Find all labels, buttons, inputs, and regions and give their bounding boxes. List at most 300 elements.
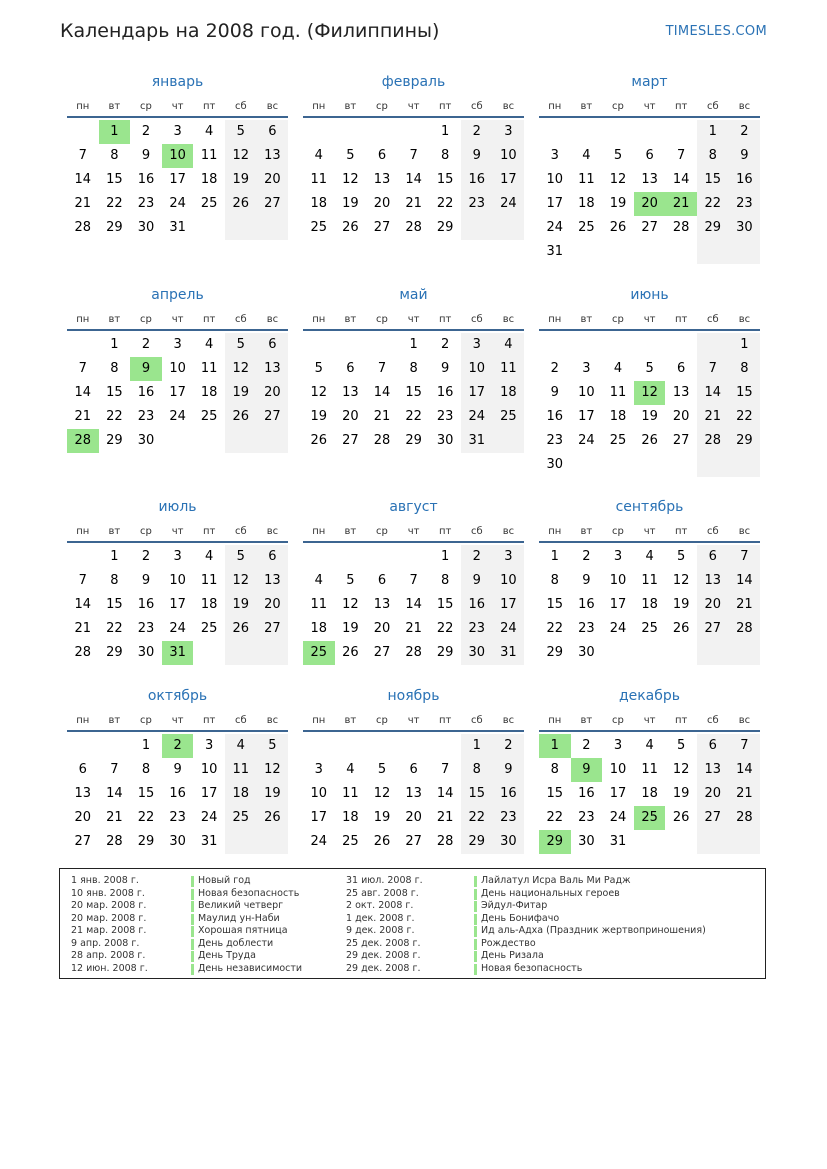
day-cell: 3 xyxy=(550,148,559,163)
day-cell: 16 xyxy=(137,385,155,400)
day-cell: 19 xyxy=(641,409,658,424)
weekday-header: пн xyxy=(548,526,562,537)
day-cell: 29 xyxy=(697,216,729,240)
day-cell: 22 xyxy=(546,810,564,825)
weekday-header: вс xyxy=(738,526,751,537)
day-cell: 6 xyxy=(257,120,289,144)
day-cell: 31 xyxy=(546,244,564,259)
day-cell: 25 xyxy=(303,641,335,665)
day-cell: 15 xyxy=(697,168,729,192)
day-cell: 11 xyxy=(310,172,328,187)
empty-weekend-cell xyxy=(225,641,257,665)
day-cell: 3 xyxy=(613,549,623,564)
day-cell: 10 xyxy=(609,762,627,777)
month-divider xyxy=(539,329,760,331)
day-cell: 9 xyxy=(571,758,603,782)
weekday-header: пт xyxy=(439,314,452,325)
day-cell: 12 xyxy=(342,172,359,187)
day-cell: 6 xyxy=(697,545,729,569)
month-name: октябрь xyxy=(147,688,208,704)
day-cell: 26 xyxy=(609,220,627,235)
day-cell: 25 xyxy=(609,433,627,448)
weekday-header: вт xyxy=(580,314,593,325)
day-cell: 24 xyxy=(461,405,493,429)
day-cell: 9 xyxy=(141,573,151,588)
day-cell: 24 xyxy=(169,621,186,636)
day-cell: 22 xyxy=(436,621,454,636)
legend-holiday-name: День независимости xyxy=(191,963,302,976)
weekday-header: вс xyxy=(502,101,515,112)
day-cell: 24 xyxy=(493,617,525,641)
day-cell: 19 xyxy=(310,409,328,424)
day-cell: 21 xyxy=(729,593,761,617)
day-cell: 2 xyxy=(141,549,151,564)
weekday-header: пт xyxy=(675,314,688,325)
day-cell: 8 xyxy=(409,361,418,376)
day-cell: 12 xyxy=(672,762,690,777)
day-cell: 9 xyxy=(461,144,493,168)
weekday-header: чт xyxy=(643,314,656,325)
day-cell: 27 xyxy=(257,617,289,641)
day-cell: 9 xyxy=(141,148,151,163)
day-cell: 15 xyxy=(405,385,422,400)
day-cell: 11 xyxy=(200,361,218,376)
month-name: апрель xyxy=(151,287,204,303)
day-cell: 1 xyxy=(550,549,559,564)
day-cell: 11 xyxy=(342,786,359,801)
empty-weekend-cell xyxy=(257,216,289,240)
day-cell: 30 xyxy=(578,834,595,849)
empty-weekend-cell xyxy=(493,216,525,240)
day-cell: 22 xyxy=(697,192,729,216)
month-name: июль xyxy=(158,499,197,515)
day-cell: 7 xyxy=(110,762,119,777)
legend-holiday-name: Эйдул-Фитар xyxy=(474,900,547,913)
weekday-header: пн xyxy=(76,101,90,112)
day-cell: 6 xyxy=(346,361,355,376)
day-cell: 9 xyxy=(582,573,591,588)
day-cell: 17 xyxy=(493,593,525,617)
month-name: декабрь xyxy=(618,688,681,704)
day-cell: 18 xyxy=(641,786,658,801)
day-cell: 27 xyxy=(697,617,729,641)
weekday-header: вт xyxy=(580,526,593,537)
day-cell: 5 xyxy=(677,738,686,753)
day-cell: 20 xyxy=(257,168,289,192)
day-cell: 29 xyxy=(436,220,454,235)
weekday-header: пт xyxy=(203,526,216,537)
day-cell: 12 xyxy=(225,569,257,593)
legend-holiday-name: Рождество xyxy=(474,938,536,951)
day-cell: 23 xyxy=(137,196,155,211)
day-cell: 2 xyxy=(141,124,151,139)
day-cell: 22 xyxy=(106,196,123,211)
day-cell: 14 xyxy=(373,385,391,400)
day-cell: 5 xyxy=(677,549,686,564)
weekday-header: чт xyxy=(171,526,184,537)
day-cell: 9 xyxy=(441,361,450,376)
empty-weekend-cell xyxy=(461,216,493,240)
day-cell: 7 xyxy=(729,734,761,758)
day-cell: 25 xyxy=(641,621,658,636)
day-cell: 26 xyxy=(310,433,328,448)
day-cell: 19 xyxy=(609,196,627,211)
day-cell: 13 xyxy=(641,172,658,187)
day-cell: 7 xyxy=(409,148,418,163)
day-cell: 10 xyxy=(169,361,186,376)
day-cell: 18 xyxy=(310,196,328,211)
day-cell: 23 xyxy=(137,621,155,636)
weekday-header: пн xyxy=(312,314,326,325)
day-cell: 15 xyxy=(546,597,564,612)
day-cell: 29 xyxy=(106,433,123,448)
day-cell: 7 xyxy=(409,573,418,588)
day-cell: 17 xyxy=(461,381,493,405)
day-cell: 25 xyxy=(310,220,328,235)
weekday-header: вс xyxy=(266,101,279,112)
day-cell: 6 xyxy=(409,762,418,777)
weekday-header: чт xyxy=(171,101,184,112)
weekday-header: пт xyxy=(439,526,452,537)
day-cell: 10 xyxy=(493,144,525,168)
day-cell: 15 xyxy=(546,786,564,801)
day-cell: 28 xyxy=(405,220,422,235)
day-cell: 21 xyxy=(729,782,761,806)
day-cell: 3 xyxy=(461,333,493,357)
day-cell: 4 xyxy=(493,333,525,357)
day-cell: 7 xyxy=(729,545,761,569)
day-cell: 14 xyxy=(436,786,454,801)
weekday-header: чт xyxy=(643,526,656,537)
day-cell: 31 xyxy=(162,641,194,665)
day-cell: 24 xyxy=(546,220,564,235)
weekday-header: пн xyxy=(548,314,562,325)
day-cell: 4 xyxy=(346,762,355,777)
weekday-header: пн xyxy=(76,526,90,537)
day-cell: 22 xyxy=(137,810,155,825)
weekday-header: пт xyxy=(203,715,216,726)
day-cell: 15 xyxy=(436,172,454,187)
day-cell: 16 xyxy=(461,593,493,617)
day-cell: 29 xyxy=(546,645,564,660)
weekday-header: вс xyxy=(266,715,279,726)
day-cell: 30 xyxy=(546,457,564,472)
day-cell: 27 xyxy=(672,433,690,448)
day-cell: 17 xyxy=(578,409,595,424)
weekday-header: пт xyxy=(675,526,688,537)
day-cell: 18 xyxy=(342,810,359,825)
day-cell: 24 xyxy=(310,834,328,849)
day-cell: 21 xyxy=(106,810,123,825)
weekday-header: вт xyxy=(344,526,357,537)
day-cell: 26 xyxy=(225,192,257,216)
weekday-header: вт xyxy=(580,715,593,726)
day-cell: 12 xyxy=(225,144,257,168)
day-cell: 28 xyxy=(436,834,454,849)
month-divider xyxy=(303,329,524,331)
weekday-header: чт xyxy=(643,101,656,112)
day-cell: 14 xyxy=(729,569,761,593)
day-cell: 31 xyxy=(200,834,218,849)
legend-date: 29 дек. 2008 г. xyxy=(346,962,421,974)
day-cell: 27 xyxy=(641,220,658,235)
day-cell: 18 xyxy=(578,196,595,211)
empty-weekend-cell xyxy=(697,333,729,357)
day-cell: 8 xyxy=(550,762,559,777)
day-cell: 17 xyxy=(310,810,328,825)
day-cell: 4 xyxy=(613,361,623,376)
day-cell: 31 xyxy=(493,641,525,665)
empty-weekend-cell xyxy=(729,641,761,665)
legend-holiday-name: Великий четверг xyxy=(191,900,283,913)
day-cell: 3 xyxy=(173,549,182,564)
day-cell: 28 xyxy=(74,645,92,660)
day-cell: 22 xyxy=(461,806,493,830)
day-cell: 9 xyxy=(550,385,559,400)
day-cell: 10 xyxy=(609,573,627,588)
day-cell: 17 xyxy=(493,168,525,192)
day-cell: 31 xyxy=(609,834,627,849)
day-cell: 17 xyxy=(546,196,564,211)
day-cell: 27 xyxy=(373,220,391,235)
weekday-header: сб xyxy=(706,314,719,325)
legend-date: 1 дек. 2008 г. xyxy=(346,912,415,924)
day-cell: 10 xyxy=(169,573,186,588)
day-cell: 4 xyxy=(205,549,214,564)
weekday-header: пн xyxy=(312,526,326,537)
day-cell: 23 xyxy=(493,806,525,830)
day-cell: 16 xyxy=(137,597,155,612)
day-cell: 21 xyxy=(74,621,92,636)
day-cell: 27 xyxy=(257,192,289,216)
day-cell: 9 xyxy=(493,758,525,782)
weekday-header: вс xyxy=(738,314,751,325)
day-cell: 14 xyxy=(74,597,92,612)
weekday-header: чт xyxy=(171,314,184,325)
day-cell: 23 xyxy=(169,810,186,825)
day-cell: 18 xyxy=(200,385,218,400)
day-cell: 21 xyxy=(405,621,422,636)
weekday-header: чт xyxy=(407,314,420,325)
empty-weekend-cell xyxy=(225,216,257,240)
day-cell: 13 xyxy=(373,172,391,187)
day-cell: 20 xyxy=(697,593,729,617)
day-cell: 8 xyxy=(110,573,119,588)
day-cell: 8 xyxy=(697,144,729,168)
day-cell: 12 xyxy=(609,172,627,187)
weekday-header: вс xyxy=(502,526,515,537)
day-cell: 1 xyxy=(99,120,131,144)
weekday-header: сб xyxy=(470,526,483,537)
day-cell: 30 xyxy=(137,645,155,660)
brand-link[interactable]: TIMESLES.COM xyxy=(665,24,767,39)
day-cell: 10 xyxy=(493,569,525,593)
day-cell: 4 xyxy=(645,549,654,564)
day-cell: 26 xyxy=(672,810,690,825)
day-cell: 30 xyxy=(461,641,493,665)
weekday-header: сб xyxy=(706,715,719,726)
day-cell: 28 xyxy=(672,220,690,235)
day-cell: 22 xyxy=(106,621,123,636)
day-cell: 28 xyxy=(729,617,761,641)
weekday-header: вс xyxy=(738,715,751,726)
day-cell: 1 xyxy=(729,333,761,357)
legend-date: 10 янв. 2008 г. xyxy=(71,887,145,899)
day-cell: 11 xyxy=(641,762,658,777)
day-cell: 6 xyxy=(377,148,387,163)
day-cell: 14 xyxy=(74,385,92,400)
day-cell: 5 xyxy=(346,148,355,163)
weekday-header: пт xyxy=(439,101,452,112)
weekday-header: пн xyxy=(548,101,562,112)
day-cell: 8 xyxy=(550,573,559,588)
empty-weekend-cell xyxy=(257,830,289,854)
day-cell: 20 xyxy=(405,810,422,825)
holiday-legend xyxy=(59,868,766,979)
legend-holiday-name: Новая безопасность xyxy=(474,963,582,976)
day-cell: 3 xyxy=(613,738,623,753)
day-cell: 28 xyxy=(67,429,99,453)
day-cell: 10 xyxy=(162,144,194,168)
day-cell: 19 xyxy=(225,381,257,405)
day-cell: 12 xyxy=(373,786,391,801)
day-cell: 1 xyxy=(539,734,571,758)
weekday-header: вс xyxy=(266,314,279,325)
day-cell: 7 xyxy=(377,361,387,376)
day-cell: 19 xyxy=(257,782,289,806)
day-cell: 21 xyxy=(74,196,92,211)
day-cell: 21 xyxy=(436,810,454,825)
day-cell: 30 xyxy=(493,830,525,854)
legend-date: 12 июн. 2008 г. xyxy=(71,962,148,974)
day-cell: 29 xyxy=(539,830,571,854)
legend-date: 25 дек. 2008 г. xyxy=(346,937,421,949)
weekday-header: вт xyxy=(344,101,357,112)
day-cell: 23 xyxy=(436,409,454,424)
day-cell: 24 xyxy=(169,196,186,211)
day-cell: 7 xyxy=(441,762,450,777)
day-cell: 24 xyxy=(169,409,186,424)
weekday-header: пт xyxy=(439,715,452,726)
day-cell: 16 xyxy=(546,409,564,424)
weekday-header: сб xyxy=(234,715,247,726)
month-name: сентябрь xyxy=(615,499,684,515)
day-cell: 1 xyxy=(110,337,119,352)
day-cell: 6 xyxy=(645,148,654,163)
day-cell: 14 xyxy=(672,172,690,187)
day-cell: 30 xyxy=(137,433,155,448)
day-cell: 25 xyxy=(200,621,218,636)
day-cell: 24 xyxy=(200,810,218,825)
day-cell: 7 xyxy=(78,361,87,376)
month-divider xyxy=(303,541,524,543)
day-cell: 19 xyxy=(225,593,257,617)
weekday-header: ср xyxy=(140,526,152,537)
day-cell: 28 xyxy=(106,834,123,849)
day-cell: 9 xyxy=(173,762,182,777)
day-cell: 8 xyxy=(461,758,493,782)
legend-holiday-name: Ид аль-Адха (Праздник жертвоприношения) xyxy=(474,925,706,938)
weekday-header: пн xyxy=(548,715,562,726)
day-cell: 9 xyxy=(130,357,162,381)
day-cell: 2 xyxy=(441,337,450,352)
day-cell: 8 xyxy=(110,361,119,376)
day-cell: 25 xyxy=(634,806,666,830)
day-cell: 17 xyxy=(200,786,218,801)
day-cell: 26 xyxy=(257,806,289,830)
day-cell: 2 xyxy=(461,545,493,569)
day-cell: 16 xyxy=(436,385,454,400)
day-cell: 29 xyxy=(137,834,155,849)
legend-holiday-name: Лайлатул Исра Валь Ми Радж xyxy=(474,875,631,888)
weekday-header: пн xyxy=(312,715,326,726)
empty-weekend-cell xyxy=(697,830,729,854)
weekday-header: вт xyxy=(108,314,121,325)
day-cell: 28 xyxy=(729,806,761,830)
day-cell: 30 xyxy=(169,834,186,849)
weekday-header: вс xyxy=(738,101,751,112)
day-cell: 17 xyxy=(169,597,186,612)
day-cell: 22 xyxy=(106,409,123,424)
weekday-header: пт xyxy=(675,715,688,726)
day-cell: 8 xyxy=(441,573,450,588)
day-cell: 27 xyxy=(74,834,92,849)
weekday-header: ср xyxy=(612,715,624,726)
day-cell: 6 xyxy=(78,762,87,777)
day-cell: 3 xyxy=(582,361,591,376)
day-cell: 31 xyxy=(169,220,186,235)
month-name: август xyxy=(389,499,438,515)
day-cell: 23 xyxy=(729,192,761,216)
day-cell: 18 xyxy=(493,381,525,405)
day-cell: 29 xyxy=(461,830,493,854)
day-cell: 10 xyxy=(546,172,564,187)
empty-weekend-cell xyxy=(729,453,761,477)
day-cell: 25 xyxy=(200,196,218,211)
weekday-header: ср xyxy=(376,526,388,537)
day-cell: 19 xyxy=(225,168,257,192)
day-cell: 10 xyxy=(200,762,218,777)
weekday-header: чт xyxy=(407,101,420,112)
weekday-header: ср xyxy=(612,526,624,537)
day-cell: 29 xyxy=(106,220,123,235)
day-cell: 25 xyxy=(225,806,257,830)
day-cell: 2 xyxy=(493,734,525,758)
day-cell: 15 xyxy=(729,381,761,405)
day-cell: 11 xyxy=(200,148,218,163)
weekday-header: чт xyxy=(643,715,656,726)
weekday-header: чт xyxy=(407,526,420,537)
day-cell: 20 xyxy=(74,810,92,825)
legend-date: 28 апр. 2008 г. xyxy=(71,950,146,961)
day-cell: 1 xyxy=(441,124,450,139)
day-cell: 28 xyxy=(373,433,391,448)
legend-holiday-name: День Бонифачо xyxy=(474,913,559,926)
day-cell: 21 xyxy=(697,405,729,429)
day-cell: 20 xyxy=(342,409,359,424)
weekday-header: сб xyxy=(234,526,247,537)
day-cell: 14 xyxy=(106,786,123,801)
day-cell: 26 xyxy=(342,645,359,660)
day-cell: 30 xyxy=(137,220,155,235)
day-cell: 12 xyxy=(342,597,359,612)
legend-date: 21 мар. 2008 г. xyxy=(71,925,147,936)
day-cell: 25 xyxy=(578,220,595,235)
day-cell: 13 xyxy=(697,569,729,593)
weekday-header: ср xyxy=(376,715,388,726)
day-cell: 29 xyxy=(405,433,422,448)
weekday-header: вт xyxy=(108,101,121,112)
